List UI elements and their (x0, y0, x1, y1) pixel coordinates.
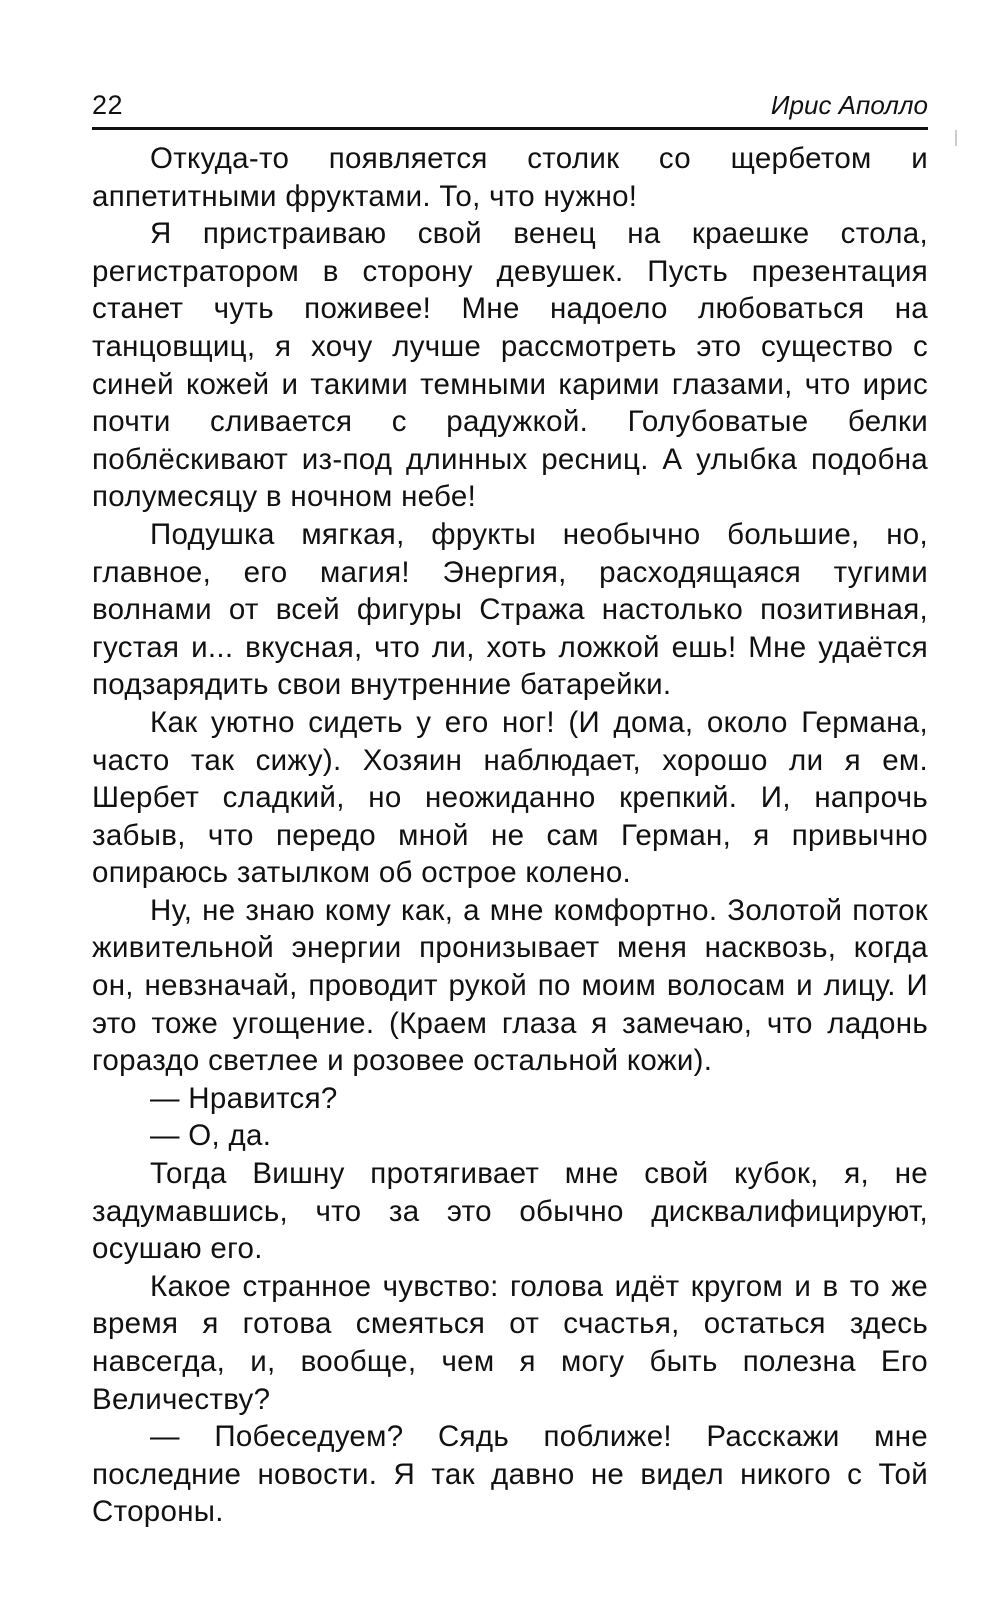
margin-mark (955, 130, 957, 146)
paragraph: Подушка мягкая, фрукты необычно большие, но, главное, его магия! Энергия, расходящаяся тугими волнами от всей фигуры Стража настолько позитивная, густая и... вкусная, что ли, хоть ложкой ешь! Мне удаётся подзарядить свои внутренние батарейки. (92, 517, 928, 702)
running-title: Ирис Аполло (770, 90, 928, 120)
page-header (92, 86, 928, 126)
paragraph: Я пристраиваю свой венец на краешке стола, регистратором в сторону девушек. Пусть презентация станет чуть поживее! Мне надоело любоваться на танцовщиц, я хочу лучше рассмотреть это существо с синей кожей и такими темными карими глазами, что ирис почти сливается с радужкой. Голубоватые белки поблёскивают из-под длинных ресниц. А улыбка подобна полумесяцу в ночном небе! (92, 217, 928, 514)
paragraph: Как уютно сидеть у его ног! (И дома, около Германа, часто так сижу). Хозяин наблюдает, хорошо ли я ем. Шербет сладкий, но неожиданно крепкий. И, напрочь забыв, что передо мной не сам Герман, я привычно опираюсь затылком об острое колено. (92, 705, 928, 890)
paragraph: — Побеседуем? Сядь поближе! Расскажи мне последние новости. Я так давно не видел никого с Той Стороны. (92, 1420, 928, 1529)
body-text (92, 140, 928, 1531)
paragraph: Откуда-то появляется столик со щербетом и аппетитными фруктами. То, что нужно! (92, 142, 928, 213)
dialogue-line: — Нравится? (150, 1081, 338, 1115)
header-rule (92, 127, 928, 130)
page-number: 22 (92, 90, 124, 120)
paragraph: Ну, не знаю кому как, а мне комфортно. Золотой поток живительной энергии пронизывает меня насквозь, когда он, невзначай, проводит рукой по моим волосам и лицу. И это тоже угощение. (Краем глаза я замечаю, что ладонь гораздо светлее и розовее остальной кожи). (92, 893, 928, 1078)
dialogue-line: — О, да. (150, 1119, 272, 1153)
paragraph: Какое странное чувство: голова идёт кругом и в то же время я готова смеяться от счастья, остаться здесь навсегда, и, вообще, чем я могу быть полезна Его Величеству? (92, 1269, 928, 1416)
paragraph: Тогда Вишну протягивает мне свой кубок, я, не задумавшись, что за это обычно дисквалифицируют, осушаю его. (92, 1157, 928, 1266)
